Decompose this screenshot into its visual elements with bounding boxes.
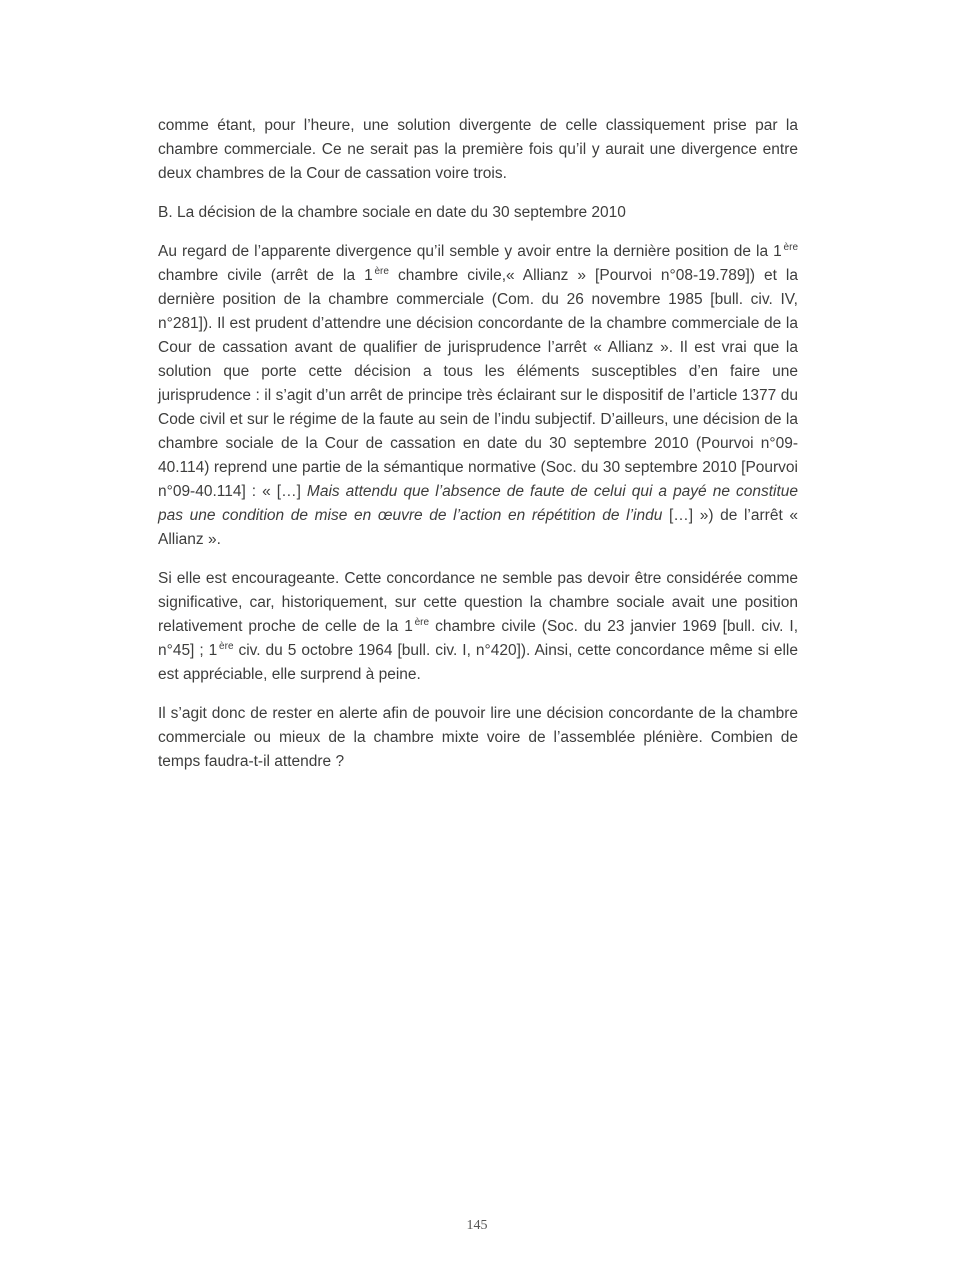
paragraph-analysis: Au regard de l’apparente divergence qu’il semble y avoir entre la dernière position de la 1 $^{ère}$ chambre civile (arrêt de la 1 $^{ère}$ chambre civile,« Allianz » [Pourvoi n°08-19.789]) et la dernière position de la chambre commerciale (Com. du 26 novembre 1985 [bull. civ. IV, n°281]). Il est prudent d’attendre une décision concordante de la chambre commerciale de la Cour de cassation avant de qualifier de jurisprudence l’arrêt « Allianz ». Il est vrai que la solution que porte cette décision a tous les éléments susceptibles d’en faire une jurisprudence : il s’agit d’un arrêt de principe très éclairant sur le dispositif de l’article 1377 du Code civil et sur le régime de la faute au sein de l’indu subjectif. D’ailleurs, une décision de la chambre sociale de la Cour de cassation en date du 30 septembre 2010 (Pourvoi n°09-40.114) reprend une partie de la sémantique normative (Soc. du 30 septembre 2010 [Pourvoi n°09-40.114] : « […] Mais attendu que l’absence de faute de celui qui a payé ne constitue pas une condition de mise en œuvre de l’action en répétition de l’indu […] ») de l’arrêt « Allianz ». xyxy=(158,241,798,548)
text-column xyxy=(158,114,798,774)
page-number: 145 xyxy=(466,1218,488,1233)
paragraph-conclusion: Il s’agit donc de rester en alerte afin de pouvoir lire une décision concordante de la chambre commerciale ou mieux de la chambre mixte voire de l’assemblée plénière. Combien de temps faudra-t-il attendre ? xyxy=(158,705,798,770)
paragraph-concordance: Si elle est encourageante. Cette concordance ne semble pas devoir être considérée comme significative, car, historiquement, sur cette question la chambre sociale avait une position relativement proche de celle de la 1 $^{ère}$ chambre civile (Soc. du 23 janvier 1969 [bull. civ. I, n°45] ; 1 $^{ère}$ civ. du 5 octobre 1964 [bull. civ. I, n°420]). Ainsi, cette concordance même si elle est appréciable, elle surprend à peine. xyxy=(158,570,799,683)
section-heading: B. La décision de la chambre sociale en date du 30 septembre 2010 xyxy=(158,204,626,221)
paragraph-intro: comme étant, pour l’heure, une solution divergente de celle classiquement prise par la chambre commerciale. Ce ne serait pas la première fois qu’il y aurait une divergence entre deux chambres de la Cour de cassation voire trois. xyxy=(158,117,798,182)
